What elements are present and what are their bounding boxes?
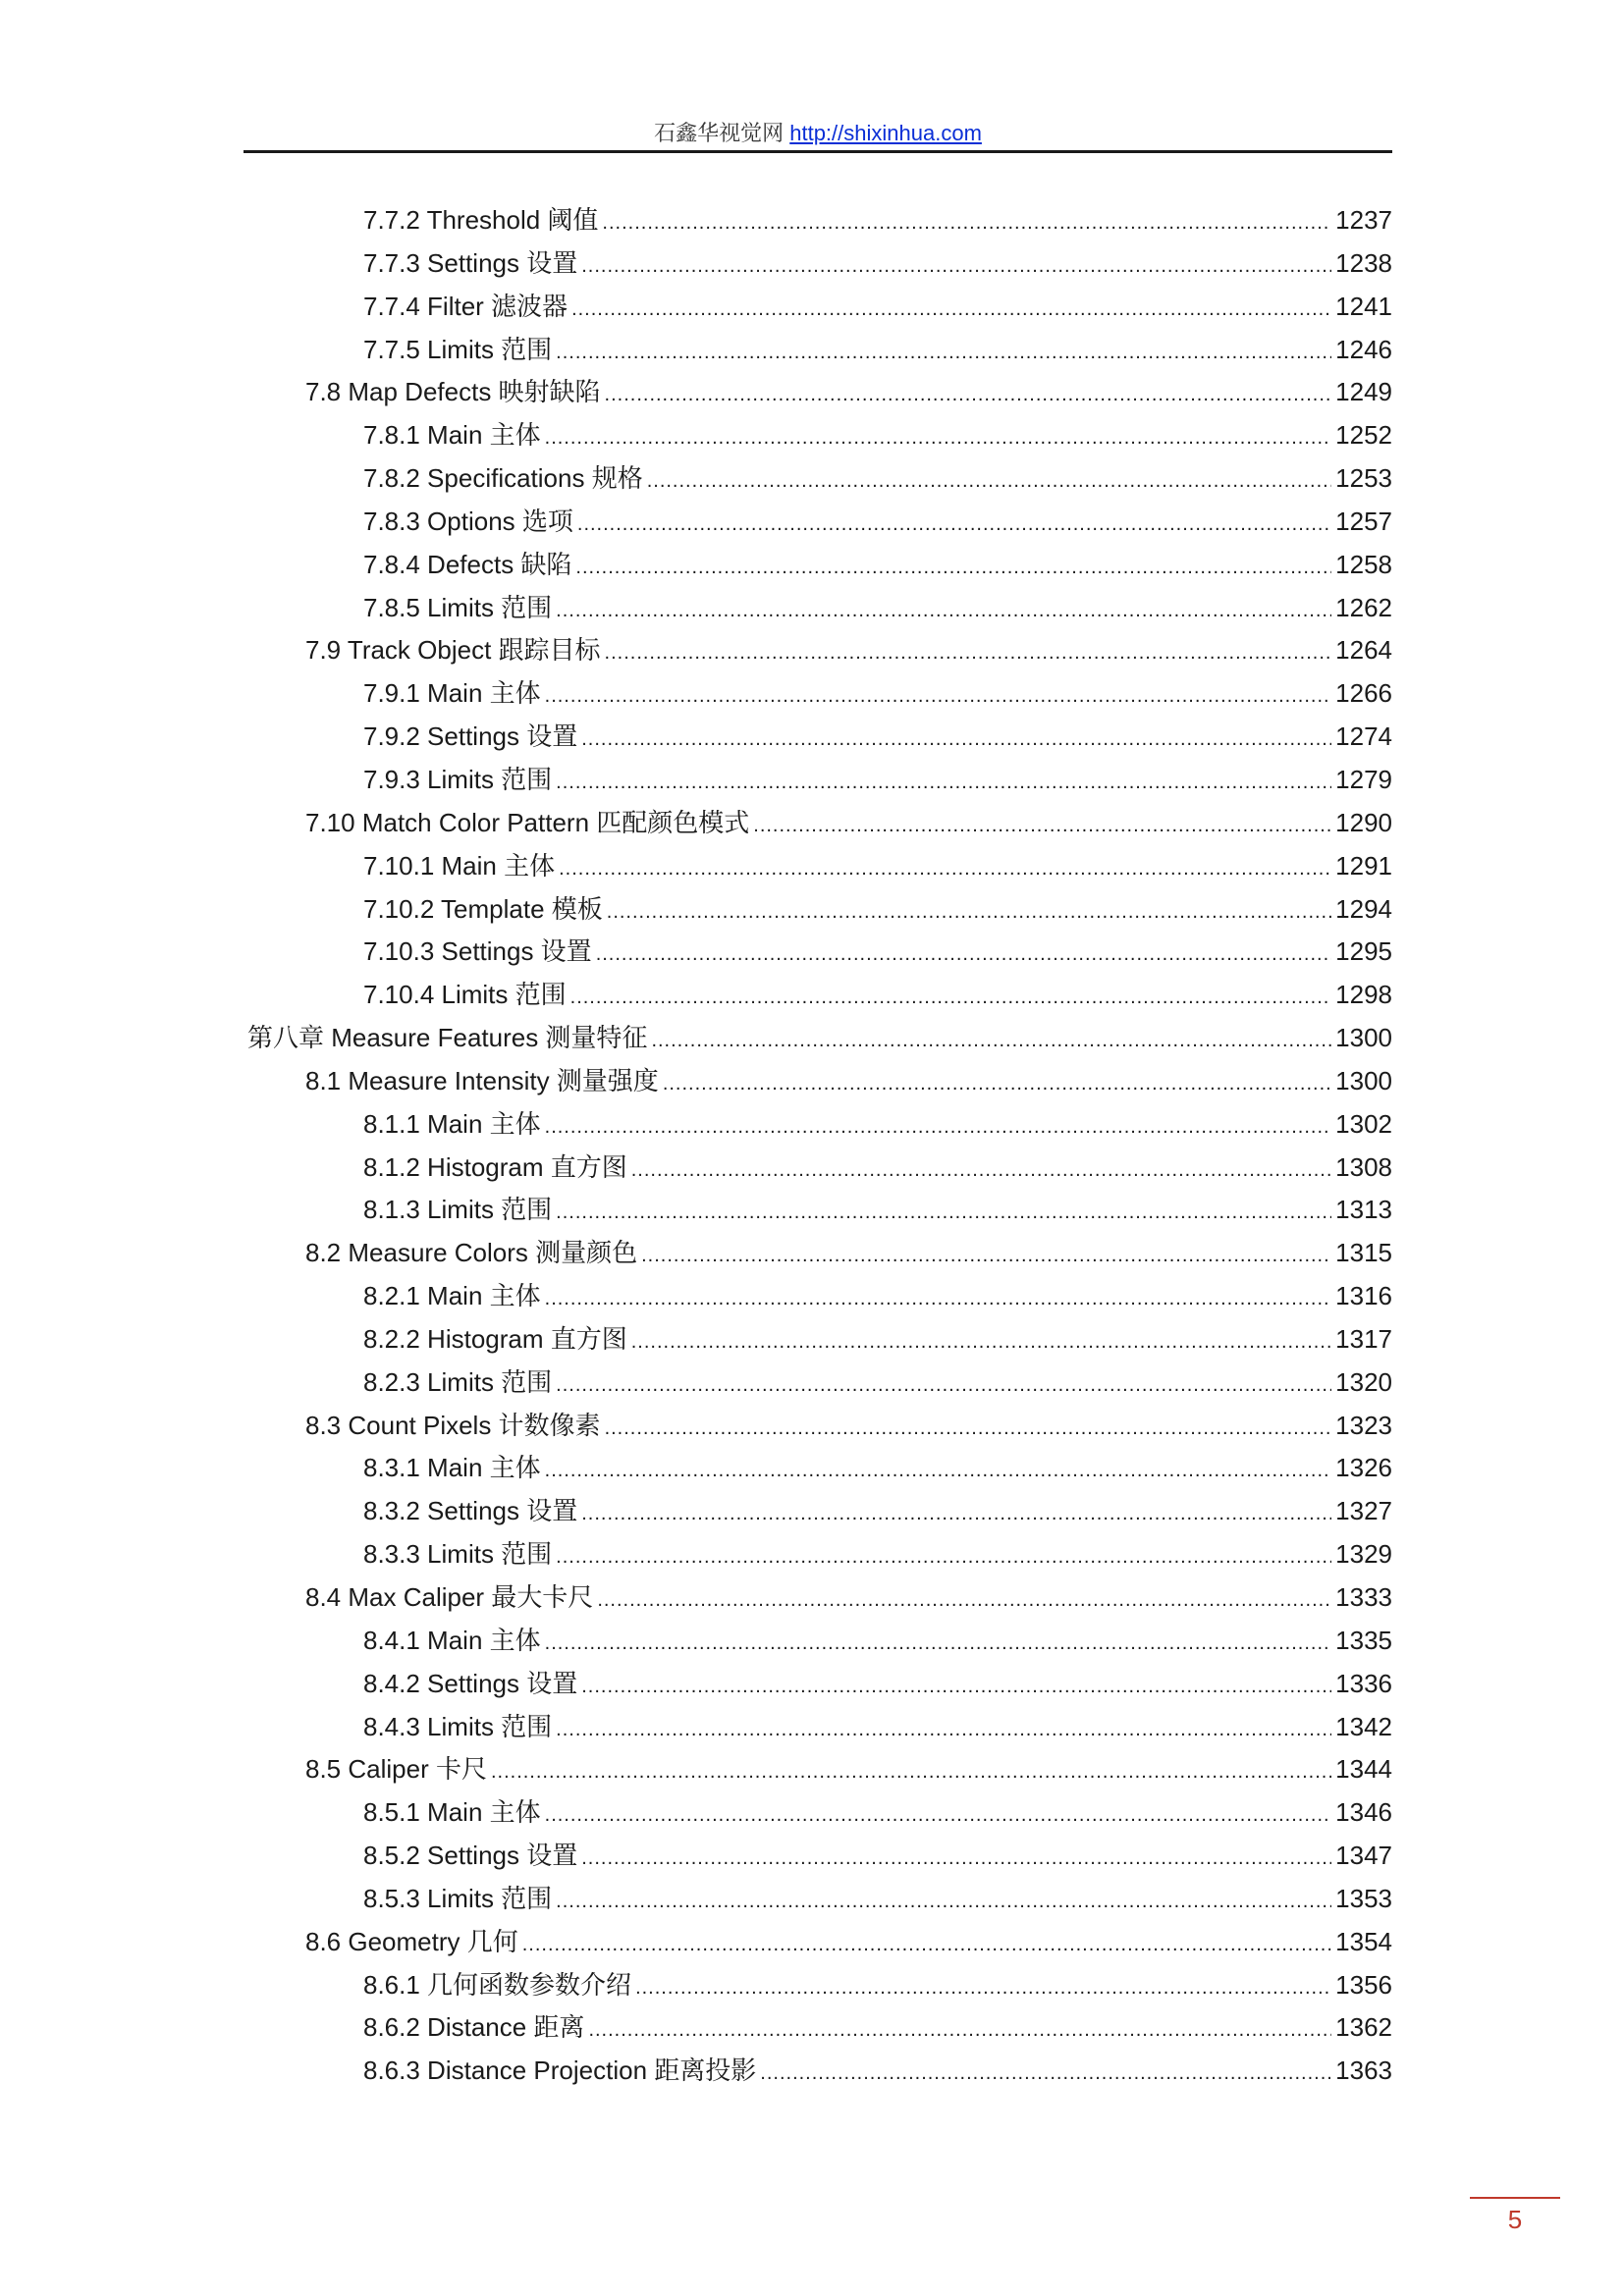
toc-entry-page: 1353 — [1335, 1883, 1392, 1913]
toc-leader-dots — [605, 1408, 1331, 1451]
toc-entry[interactable] — [244, 242, 1392, 286]
toc-entry[interactable] — [244, 371, 1392, 414]
toc-entry-page: 1249 — [1335, 377, 1392, 407]
toc-entry-title: 7.8.1 Main 主体 — [363, 420, 541, 451]
toc-entry-title: 8.1.2 Histogram 直方图 — [363, 1151, 627, 1182]
toc-entry-page: 1238 — [1335, 247, 1392, 278]
toc-entry-title: 7.8.4 Defects 缺陷 — [363, 549, 572, 579]
toc-entry-title: 8.3.2 Settings 设置 — [363, 1496, 578, 1526]
toc-leader-dots — [491, 1751, 1331, 1794]
toc-entry[interactable] — [244, 1748, 1392, 1791]
toc-entry-title: 8.4.1 Main 主体 — [363, 1625, 541, 1655]
toc-entry-page: 1279 — [1335, 764, 1392, 794]
toc-entry-page: 1264 — [1335, 635, 1392, 666]
toc-entry-title: 8.2.2 Histogram 直方图 — [363, 1323, 627, 1354]
toc-entry[interactable] — [244, 286, 1392, 329]
toc-leader-dots — [556, 1192, 1331, 1235]
toc-entry-title: 7.7.2 Threshold 阈值 — [363, 205, 599, 235]
toc-entry[interactable] — [244, 1147, 1392, 1190]
toc-entry[interactable] — [244, 457, 1392, 501]
footer-rule — [1470, 2197, 1560, 2199]
toc-entry[interactable] — [244, 1318, 1392, 1362]
toc-entry[interactable] — [244, 1620, 1392, 1663]
toc-entry-page: 1317 — [1335, 1323, 1392, 1354]
toc-entry-title: 7.7.4 Filter 滤波器 — [363, 291, 568, 321]
toc-entry[interactable] — [244, 931, 1392, 974]
toc-entry-page: 1291 — [1335, 850, 1392, 881]
toc-leader-dots — [631, 1321, 1331, 1364]
toc-leader-dots — [581, 245, 1331, 289]
toc-entry-title: 8.5 Caliper 卡尺 — [305, 1754, 487, 1785]
toc-entry[interactable] — [244, 1576, 1392, 1620]
toc-entry-title: 8.2 Measure Colors 测量颜色 — [305, 1238, 638, 1268]
toc-leader-dots — [559, 848, 1331, 891]
toc-entry-title: 7.8.2 Specifications 规格 — [363, 463, 643, 494]
toc-entry-page: 1300 — [1335, 1023, 1392, 1053]
toc-entry-page: 1315 — [1335, 1238, 1392, 1268]
toc-entry[interactable] — [244, 888, 1392, 932]
toc-leader-dots — [575, 547, 1331, 590]
toc-leader-dots — [641, 1235, 1331, 1278]
toc-entry-page: 1316 — [1335, 1281, 1392, 1311]
toc-entry-title: 7.10 Match Color Pattern 匹配颜色模式 — [305, 807, 750, 837]
toc-leader-dots — [581, 1493, 1331, 1536]
toc-entry[interactable] — [244, 1490, 1392, 1533]
toc-entry-title: 7.10.4 Limits 范围 — [363, 980, 567, 1010]
toc-entry-page: 1336 — [1335, 1668, 1392, 1698]
toc-entry-page: 1333 — [1335, 1582, 1392, 1612]
toc-entry-page: 1241 — [1335, 291, 1392, 321]
toc-entry[interactable] — [244, 1921, 1392, 1964]
toc-leader-dots — [556, 1709, 1331, 1752]
toc-leader-dots — [556, 590, 1331, 633]
toc-entry-title: 7.10.1 Main 主体 — [363, 850, 556, 881]
toc-leader-dots — [760, 2053, 1331, 2096]
toc-entry-page: 1354 — [1335, 1926, 1392, 1956]
toc-entry-title: 8.4.3 Limits 范围 — [363, 1711, 553, 1741]
toc-entry-title: 8.1.3 Limits 范围 — [363, 1195, 553, 1225]
toc-leader-dots — [571, 289, 1331, 332]
toc-entry[interactable] — [244, 1447, 1392, 1490]
toc-entry[interactable] — [244, 845, 1392, 888]
toc-entry-title: 7.10.3 Settings 设置 — [363, 936, 592, 967]
toc-entry-page: 1329 — [1335, 1539, 1392, 1570]
toc-entry[interactable] — [244, 1878, 1392, 1921]
toc-leader-dots — [545, 417, 1331, 460]
toc-entry-page: 1295 — [1335, 936, 1392, 967]
toc-entry[interactable] — [244, 672, 1392, 716]
toc-entry-page: 1308 — [1335, 1151, 1392, 1182]
toc-leader-dots — [581, 719, 1331, 762]
toc-entry[interactable] — [244, 1964, 1392, 2007]
toc-leader-dots — [647, 460, 1331, 504]
toc-entry[interactable] — [244, 1791, 1392, 1835]
toc-entry-page: 1266 — [1335, 678, 1392, 709]
toc-leader-dots — [545, 1278, 1331, 1321]
toc-entry-title: 第八章 Measure Features 测量特征 — [247, 1023, 648, 1053]
toc-leader-dots — [545, 1794, 1331, 1838]
toc-entry-title: 7.8.5 Limits 范围 — [363, 592, 553, 622]
toc-entry[interactable] — [244, 1533, 1392, 1576]
toc-entry[interactable] — [244, 329, 1392, 372]
toc-entry[interactable] — [244, 414, 1392, 457]
toc-entry[interactable] — [244, 802, 1392, 845]
table-of-contents — [244, 199, 1392, 2093]
toc-entry-page: 1320 — [1335, 1366, 1392, 1397]
toc-leader-dots — [545, 1450, 1331, 1493]
toc-leader-dots — [577, 504, 1331, 547]
toc-entry-title: 8.3 Count Pixels 计数像素 — [305, 1410, 601, 1440]
toc-entry-page: 1326 — [1335, 1453, 1392, 1483]
toc-entry-title: 8.1.1 Main 主体 — [363, 1108, 541, 1139]
toc-entry-title: 8.4.2 Settings 设置 — [363, 1668, 578, 1698]
toc-entry[interactable] — [244, 1706, 1392, 1749]
toc-entry[interactable] — [244, 544, 1392, 587]
toc-entry-title: 8.2.3 Limits 范围 — [363, 1366, 553, 1397]
toc-entry-page: 1363 — [1335, 2056, 1392, 2086]
toc-entry-title: 7.10.2 Template 模板 — [363, 893, 603, 924]
toc-entry[interactable] — [244, 1189, 1392, 1232]
toc-entry[interactable] — [244, 199, 1392, 242]
toc-entry-page: 1327 — [1335, 1496, 1392, 1526]
toc-entry-page: 1300 — [1335, 1065, 1392, 1095]
toc-entry[interactable] — [244, 1405, 1392, 1448]
toc-entry-page: 1274 — [1335, 721, 1392, 752]
toc-leader-dots — [607, 891, 1331, 934]
toc-entry-page: 1346 — [1335, 1797, 1392, 1828]
toc-entry[interactable] — [244, 716, 1392, 759]
toc-leader-dots — [545, 675, 1331, 719]
toc-leader-dots — [556, 1364, 1331, 1408]
toc-leader-dots — [556, 1536, 1331, 1579]
toc-leader-dots — [602, 202, 1331, 245]
toc-entry-title: 8.3.1 Main 主体 — [363, 1453, 541, 1483]
toc-leader-dots — [556, 332, 1331, 375]
toc-leader-dots — [605, 374, 1331, 417]
toc-entry-title: 8.5.1 Main 主体 — [363, 1797, 541, 1828]
toc-entry-page: 1262 — [1335, 592, 1392, 622]
page-header — [244, 116, 1392, 151]
toc-entry-title: 7.8 Map Defects 映射缺陷 — [305, 377, 601, 407]
toc-entry-page: 1362 — [1335, 2012, 1392, 2043]
toc-entry-page: 1335 — [1335, 1625, 1392, 1655]
toc-entry[interactable] — [244, 1275, 1392, 1318]
toc-leader-dots — [635, 1967, 1331, 2010]
toc-leader-dots — [545, 1623, 1331, 1666]
toc-entry-title: 7.8.3 Options 选项 — [363, 506, 573, 536]
toc-entry-page: 1302 — [1335, 1108, 1392, 1139]
toc-leader-dots — [597, 1579, 1331, 1623]
toc-leader-dots — [570, 977, 1331, 1020]
toc-leader-dots — [556, 1881, 1331, 1924]
toc-entry-title: 8.3.3 Limits 范围 — [363, 1539, 553, 1570]
toc-leader-dots — [596, 934, 1331, 977]
toc-entry[interactable] — [244, 1017, 1392, 1060]
toc-entry-page: 1298 — [1335, 980, 1392, 1010]
toc-entry[interactable] — [244, 974, 1392, 1017]
toc-entry[interactable] — [244, 1232, 1392, 1275]
toc-leader-dots — [588, 2009, 1331, 2053]
toc-entry-title: 8.5.3 Limits 范围 — [363, 1883, 553, 1913]
toc-entry-page: 1252 — [1335, 420, 1392, 451]
toc-leader-dots — [753, 805, 1331, 848]
toc-entry-title: 8.4 Max Caliper 最大卡尺 — [305, 1582, 594, 1612]
toc-leader-dots — [581, 1838, 1331, 1881]
toc-entry-page: 1290 — [1335, 807, 1392, 837]
toc-entry-title: 8.2.1 Main 主体 — [363, 1281, 541, 1311]
toc-entry-page: 1344 — [1335, 1754, 1392, 1785]
toc-leader-dots — [631, 1149, 1331, 1193]
toc-leader-dots — [581, 1666, 1331, 1709]
toc-entry[interactable] — [244, 2050, 1392, 2093]
toc-entry[interactable] — [244, 587, 1392, 630]
toc-entry[interactable] — [244, 1103, 1392, 1147]
toc-entry[interactable] — [244, 501, 1392, 544]
toc-entry-page: 1356 — [1335, 1969, 1392, 2000]
toc-entry[interactable] — [244, 1060, 1392, 1103]
toc-entry-page: 1313 — [1335, 1195, 1392, 1225]
toc-entry-page: 1342 — [1335, 1711, 1392, 1741]
toc-entry[interactable] — [244, 759, 1392, 802]
toc-leader-dots — [651, 1020, 1331, 1063]
header-rule — [244, 150, 1392, 153]
toc-entry-title: 8.1 Measure Intensity 测量强度 — [305, 1065, 659, 1095]
toc-leader-dots — [556, 762, 1331, 805]
toc-entry[interactable] — [244, 1663, 1392, 1706]
page-number: 5 — [1507, 2205, 1523, 2234]
toc-leader-dots — [522, 1924, 1331, 1967]
toc-entry-title: 7.7.5 Limits 范围 — [363, 334, 553, 364]
toc-entry-title: 7.9 Track Object 跟踪目标 — [305, 635, 601, 666]
toc-entry-title: 8.6.2 Distance 距离 — [363, 2012, 585, 2043]
toc-entry-page: 1253 — [1335, 463, 1392, 494]
toc-entry-title: 8.6.3 Distance Projection 距离投影 — [363, 2056, 757, 2086]
toc-entry-title: 8.6.1 几何函数参数介绍 — [363, 1969, 632, 2000]
toc-entry[interactable] — [244, 1362, 1392, 1405]
toc-leader-dots — [545, 1106, 1331, 1149]
toc-entry-page: 1258 — [1335, 549, 1392, 579]
toc-entry-page: 1294 — [1335, 893, 1392, 924]
header-site-link[interactable]: http://shixinhua.com — [789, 121, 982, 145]
toc-entry-page: 1347 — [1335, 1841, 1392, 1871]
toc-entry-page: 1237 — [1335, 205, 1392, 235]
toc-entry-title: 8.5.2 Settings 设置 — [363, 1841, 578, 1871]
header-site-name: 石鑫华视觉网 — [654, 121, 785, 145]
toc-leader-dots — [605, 632, 1331, 675]
toc-entry[interactable] — [244, 1835, 1392, 1878]
toc-entry-title: 7.9.2 Settings 设置 — [363, 721, 578, 752]
toc-entry-title: 7.7.3 Settings 设置 — [363, 247, 578, 278]
toc-entry-page: 1246 — [1335, 334, 1392, 364]
toc-entry-title: 7.9.1 Main 主体 — [363, 678, 541, 709]
toc-entry-title: 7.9.3 Limits 范围 — [363, 764, 553, 794]
toc-entry-title: 8.6 Geometry 几何 — [305, 1926, 518, 1956]
toc-entry-page: 1323 — [1335, 1410, 1392, 1440]
toc-entry[interactable] — [244, 629, 1392, 672]
toc-entry-page: 1257 — [1335, 506, 1392, 536]
toc-entry[interactable] — [244, 2006, 1392, 2050]
toc-leader-dots — [663, 1063, 1331, 1106]
